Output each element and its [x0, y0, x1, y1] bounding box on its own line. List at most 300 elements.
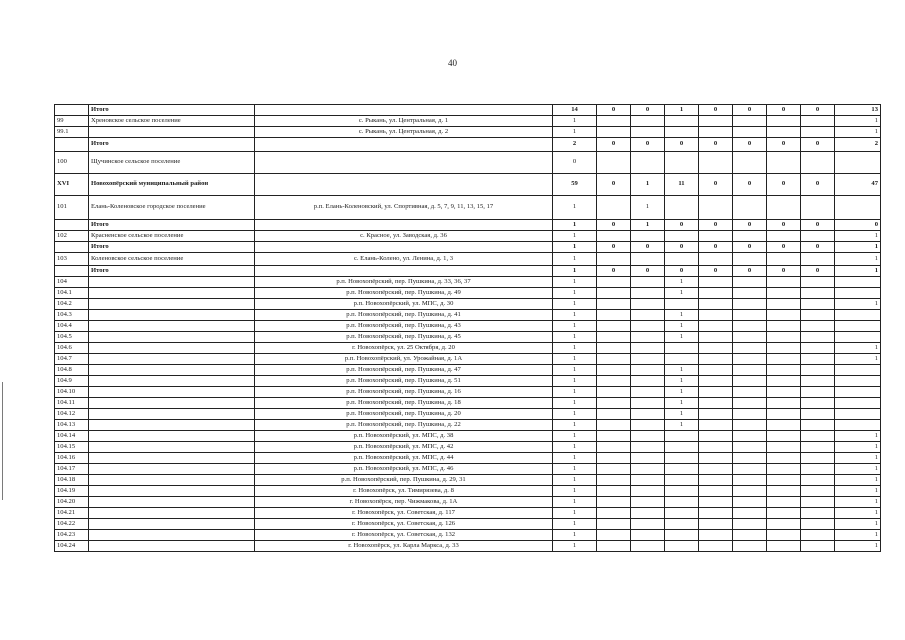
count-cell	[631, 152, 665, 174]
address-cell: с. Красное, ул. Заводская, д. 36	[255, 231, 553, 242]
address-cell: р.п. Новохопёрский, ул. МПС, д. 38	[255, 431, 553, 442]
count-cell	[767, 541, 801, 552]
count-cell	[665, 196, 699, 220]
count-cell	[801, 277, 835, 288]
settlement-name-cell	[89, 354, 255, 365]
count-cell: 1	[835, 354, 881, 365]
count-cell: 1	[665, 365, 699, 376]
row-number-cell: 104	[55, 277, 89, 288]
count-cell	[767, 196, 801, 220]
count-cell	[665, 116, 699, 127]
count-cell: 0	[767, 266, 801, 277]
count-cell: 0	[699, 220, 733, 231]
count-cell	[733, 231, 767, 242]
count-cell	[767, 376, 801, 387]
count-cell	[835, 152, 881, 174]
settlement-name-cell	[89, 475, 255, 486]
count-cell	[597, 253, 631, 266]
count-cell	[835, 310, 881, 321]
count-cell	[801, 152, 835, 174]
settlement-name-cell	[89, 409, 255, 420]
table-row	[55, 343, 881, 354]
count-cell: 0	[733, 220, 767, 231]
count-cell: 1	[835, 431, 881, 442]
table-row	[55, 508, 881, 519]
settlement-name-cell	[89, 431, 255, 442]
settlement-name-cell	[89, 127, 255, 138]
count-cell	[699, 253, 733, 266]
count-cell: 1	[553, 220, 597, 231]
count-cell	[631, 299, 665, 310]
count-cell	[801, 365, 835, 376]
count-cell	[801, 442, 835, 453]
count-cell: 0	[733, 242, 767, 253]
address-cell: р.п. Новохопёрский, ул. Урожайная, д. 1А	[255, 354, 553, 365]
count-cell: 11	[665, 174, 699, 196]
count-cell: 1	[835, 486, 881, 497]
address-cell: с. Елань-Колено, ул. Ленина, д. 1, 3	[255, 253, 553, 266]
count-cell	[631, 332, 665, 343]
count-cell	[699, 530, 733, 541]
row-number-cell: 104.14	[55, 431, 89, 442]
count-cell	[767, 497, 801, 508]
count-cell: 0	[699, 105, 733, 116]
address-cell: р.п. Новохопёрский, пер. Пушкина, д. 20	[255, 409, 553, 420]
count-cell	[767, 409, 801, 420]
count-cell	[597, 464, 631, 475]
count-cell	[597, 409, 631, 420]
count-cell	[733, 310, 767, 321]
count-cell	[699, 332, 733, 343]
count-cell	[631, 387, 665, 398]
count-cell	[699, 420, 733, 431]
count-cell: 1	[835, 231, 881, 242]
count-cell: 0	[767, 105, 801, 116]
count-cell	[767, 486, 801, 497]
count-cell	[767, 253, 801, 266]
count-cell	[835, 365, 881, 376]
count-cell: 0	[597, 138, 631, 152]
count-cell	[597, 196, 631, 220]
count-cell: 0	[631, 105, 665, 116]
count-cell	[801, 343, 835, 354]
count-cell	[597, 231, 631, 242]
count-cell	[597, 310, 631, 321]
row-number-cell: 104.23	[55, 530, 89, 541]
count-cell: 1	[553, 321, 597, 332]
address-cell: р.п. Новохопёрский, пер. Пушкина, д. 16	[255, 387, 553, 398]
count-cell	[665, 508, 699, 519]
count-cell: 0	[801, 242, 835, 253]
count-cell	[597, 398, 631, 409]
count-cell	[835, 387, 881, 398]
row-number-cell: 104.5	[55, 332, 89, 343]
count-cell	[767, 332, 801, 343]
address-cell	[255, 105, 553, 116]
count-cell	[733, 299, 767, 310]
address-cell: р.п. Новохопёрский, пер. Пушкина, д. 47	[255, 365, 553, 376]
count-cell: 1	[553, 497, 597, 508]
settlement-name-cell: Итого	[89, 242, 255, 253]
count-cell: 1	[835, 453, 881, 464]
count-cell	[665, 497, 699, 508]
address-cell: р.п. Новохопёрский, пер. Пушкина, д. 49	[255, 288, 553, 299]
count-cell	[699, 365, 733, 376]
count-cell: 1	[665, 409, 699, 420]
row-number-cell: 104.9	[55, 376, 89, 387]
row-number-cell: 104.7	[55, 354, 89, 365]
count-cell	[733, 277, 767, 288]
count-cell	[733, 288, 767, 299]
count-cell	[767, 442, 801, 453]
count-cell: 1	[835, 116, 881, 127]
count-cell	[733, 343, 767, 354]
address-cell: р.п. Новохопёрский, пер. Пушкина, д. 29, 31	[255, 475, 553, 486]
count-cell	[631, 508, 665, 519]
count-cell	[699, 277, 733, 288]
row-number-cell: 104.2	[55, 299, 89, 310]
address-cell: г. Новохопёрск, ул. Советская, д. 132	[255, 530, 553, 541]
count-cell	[597, 299, 631, 310]
count-cell	[597, 387, 631, 398]
count-cell	[665, 464, 699, 475]
total-row	[55, 220, 881, 231]
count-cell	[631, 376, 665, 387]
count-cell: 0	[699, 174, 733, 196]
count-cell: 1	[553, 453, 597, 464]
count-cell	[767, 277, 801, 288]
count-cell	[665, 354, 699, 365]
count-cell: 0	[699, 266, 733, 277]
count-cell: 0	[665, 242, 699, 253]
count-cell	[801, 332, 835, 343]
count-cell: 1	[553, 266, 597, 277]
count-cell: 1	[553, 253, 597, 266]
count-cell: 1	[835, 541, 881, 552]
table-row	[55, 541, 881, 552]
address-cell: г. Новохопёрск, ул. 25 Октября, д. 20	[255, 343, 553, 354]
count-cell	[801, 420, 835, 431]
count-cell	[631, 231, 665, 242]
count-cell: 1	[835, 127, 881, 138]
count-cell: 0	[631, 266, 665, 277]
count-cell: 0	[767, 138, 801, 152]
settlement-name-cell: Елань-Коленовское городское поселение	[89, 196, 255, 220]
row-number-cell: 103	[55, 253, 89, 266]
count-cell: 1	[553, 442, 597, 453]
settlement-name-cell	[89, 464, 255, 475]
settlement-name-cell	[89, 420, 255, 431]
count-cell	[699, 497, 733, 508]
count-cell: 1	[665, 105, 699, 116]
count-cell	[631, 343, 665, 354]
count-cell	[801, 453, 835, 464]
count-cell: 1	[553, 420, 597, 431]
table-row	[55, 442, 881, 453]
count-cell	[733, 431, 767, 442]
count-cell	[733, 530, 767, 541]
row-number-cell: XVI	[55, 174, 89, 196]
settlement-name-cell	[89, 332, 255, 343]
count-cell	[699, 486, 733, 497]
table-row	[55, 530, 881, 541]
settlement-name-cell: Итого	[89, 105, 255, 116]
address-cell	[255, 138, 553, 152]
count-cell	[699, 321, 733, 332]
count-cell	[801, 519, 835, 530]
total-row	[55, 105, 881, 116]
table-row	[55, 398, 881, 409]
row-number-cell: 104.12	[55, 409, 89, 420]
count-cell	[767, 475, 801, 486]
count-cell	[767, 519, 801, 530]
count-cell	[631, 541, 665, 552]
settlement-name-cell: Коленовское сельское поселение	[89, 253, 255, 266]
count-cell	[631, 277, 665, 288]
count-cell	[733, 420, 767, 431]
settlement-name-cell	[89, 508, 255, 519]
count-cell	[801, 376, 835, 387]
count-cell	[801, 464, 835, 475]
count-cell: 0	[733, 105, 767, 116]
count-cell: 0	[553, 152, 597, 174]
count-cell: 1	[835, 343, 881, 354]
count-cell: 0	[767, 220, 801, 231]
count-cell	[733, 196, 767, 220]
address-cell: р.п. Новохопёрский, ул. МПС, д. 42	[255, 442, 553, 453]
count-cell	[733, 376, 767, 387]
row-number-cell: 104.11	[55, 398, 89, 409]
count-cell: 1	[553, 299, 597, 310]
table-row	[55, 277, 881, 288]
count-cell	[631, 453, 665, 464]
scan-edge-mark	[2, 382, 3, 500]
count-cell	[733, 365, 767, 376]
count-cell: 1	[835, 497, 881, 508]
count-cell: 1	[631, 220, 665, 231]
count-cell	[767, 127, 801, 138]
count-cell	[597, 453, 631, 464]
row-number-cell: 104.8	[55, 365, 89, 376]
count-cell	[733, 453, 767, 464]
count-cell	[699, 464, 733, 475]
count-cell: 1	[553, 409, 597, 420]
count-cell	[597, 442, 631, 453]
settlement-name-cell	[89, 486, 255, 497]
count-cell	[767, 288, 801, 299]
count-cell: 1	[665, 398, 699, 409]
count-cell	[597, 152, 631, 174]
count-cell: 14	[553, 105, 597, 116]
count-cell: 1	[835, 253, 881, 266]
count-cell: 0	[801, 174, 835, 196]
count-cell	[631, 288, 665, 299]
total-row	[55, 138, 881, 152]
count-cell	[631, 475, 665, 486]
count-cell: 1	[835, 530, 881, 541]
count-cell	[733, 464, 767, 475]
settlement-name-cell	[89, 541, 255, 552]
table-row	[55, 321, 881, 332]
count-cell	[801, 541, 835, 552]
row-number-cell	[55, 266, 89, 277]
count-cell	[801, 387, 835, 398]
count-cell	[733, 398, 767, 409]
count-cell	[597, 277, 631, 288]
count-cell	[597, 475, 631, 486]
count-cell	[631, 486, 665, 497]
count-cell: 0	[597, 174, 631, 196]
count-cell	[665, 530, 699, 541]
count-cell	[801, 530, 835, 541]
count-cell	[733, 475, 767, 486]
count-cell: 1	[665, 310, 699, 321]
settlement-name-cell	[89, 365, 255, 376]
settlement-name-cell: Итого	[89, 220, 255, 231]
count-cell	[835, 288, 881, 299]
table-row	[55, 332, 881, 343]
row-number-cell: 102	[55, 231, 89, 242]
count-cell	[801, 299, 835, 310]
row-number-cell: 100	[55, 152, 89, 174]
count-cell	[801, 288, 835, 299]
count-cell: 1	[835, 299, 881, 310]
count-cell	[801, 497, 835, 508]
count-cell	[631, 409, 665, 420]
count-cell	[733, 387, 767, 398]
count-cell: 2	[835, 138, 881, 152]
table-row	[55, 519, 881, 530]
count-cell	[699, 116, 733, 127]
row-number-cell: 104.19	[55, 486, 89, 497]
table-row	[55, 486, 881, 497]
row-number-cell: 104.18	[55, 475, 89, 486]
count-cell	[699, 354, 733, 365]
table-row	[55, 453, 881, 464]
count-cell	[597, 321, 631, 332]
address-cell: р.п. Новохопёрский, ул. МПС, д. 46	[255, 464, 553, 475]
count-cell	[665, 541, 699, 552]
count-cell	[801, 310, 835, 321]
row-number-cell: 104.20	[55, 497, 89, 508]
address-cell: р.п. Новохопёрский, пер. Пушкина, д. 33, 36, 37	[255, 277, 553, 288]
settlement-name-cell	[89, 519, 255, 530]
address-cell: р.п. Елань-Коленовский, ул. Спортивная, д. 5, 7, 9, 11, 13, 15, 17	[255, 196, 553, 220]
count-cell	[733, 519, 767, 530]
count-cell	[767, 453, 801, 464]
count-cell	[597, 343, 631, 354]
settlement-name-cell	[89, 530, 255, 541]
count-cell: 1	[665, 387, 699, 398]
count-cell	[665, 152, 699, 174]
row-number-cell	[55, 242, 89, 253]
total-row	[55, 266, 881, 277]
row-number-cell	[55, 138, 89, 152]
address-cell: р.п. Новохопёрский, пер. Пушкина, д. 43	[255, 321, 553, 332]
count-cell	[835, 277, 881, 288]
count-cell: 1	[553, 354, 597, 365]
count-cell	[665, 519, 699, 530]
count-cell	[597, 530, 631, 541]
count-cell	[631, 530, 665, 541]
count-cell	[631, 497, 665, 508]
count-cell	[699, 196, 733, 220]
count-cell	[699, 508, 733, 519]
address-cell: г. Новохопёрск, ул. Тимирязева, д. 8	[255, 486, 553, 497]
count-cell: 0	[733, 138, 767, 152]
settlement-name-cell: Новохопёрский муниципальный район	[89, 174, 255, 196]
row-number-cell: 101	[55, 196, 89, 220]
count-cell	[801, 231, 835, 242]
count-cell: 1	[553, 288, 597, 299]
settlement-name-cell	[89, 277, 255, 288]
row-number-cell: 104.17	[55, 464, 89, 475]
count-cell: 1	[553, 116, 597, 127]
count-cell	[767, 354, 801, 365]
row-number-cell: 104.16	[55, 453, 89, 464]
count-cell: 0	[801, 220, 835, 231]
address-cell: с. Рыкань, ул. Центральная, д. 1	[255, 116, 553, 127]
count-cell	[733, 253, 767, 266]
count-cell	[801, 475, 835, 486]
count-cell	[631, 310, 665, 321]
settlement-name-cell: Красненское сельское поселение	[89, 231, 255, 242]
count-cell	[597, 288, 631, 299]
row-number-cell: 104.4	[55, 321, 89, 332]
address-cell: р.п. Новохопёрский, пер. Пушкина, д. 22	[255, 420, 553, 431]
table-row	[55, 475, 881, 486]
count-cell	[699, 288, 733, 299]
count-cell: 1	[665, 376, 699, 387]
count-cell	[767, 152, 801, 174]
count-cell	[733, 354, 767, 365]
count-cell: 1	[631, 174, 665, 196]
count-cell	[597, 431, 631, 442]
count-cell	[801, 409, 835, 420]
count-cell: 1	[553, 387, 597, 398]
count-cell	[631, 464, 665, 475]
count-cell: 1	[553, 508, 597, 519]
count-cell	[597, 508, 631, 519]
count-cell	[699, 310, 733, 321]
row-number-cell: 104.3	[55, 310, 89, 321]
count-cell	[767, 464, 801, 475]
count-cell	[801, 398, 835, 409]
count-cell	[767, 387, 801, 398]
count-cell	[767, 420, 801, 431]
count-cell	[665, 231, 699, 242]
count-cell	[801, 253, 835, 266]
count-cell: 1	[835, 242, 881, 253]
count-cell	[801, 321, 835, 332]
count-cell: 1	[553, 464, 597, 475]
count-cell	[631, 321, 665, 332]
count-cell: 0	[699, 138, 733, 152]
count-cell	[699, 442, 733, 453]
table-row	[55, 354, 881, 365]
address-cell: г. Новохопёрск, ул. Советская, д. 117	[255, 508, 553, 519]
total-row	[55, 242, 881, 253]
settlement-name-cell	[89, 376, 255, 387]
table-row	[55, 365, 881, 376]
count-cell	[801, 431, 835, 442]
count-cell	[767, 116, 801, 127]
count-cell	[801, 196, 835, 220]
count-cell	[665, 453, 699, 464]
count-cell	[699, 231, 733, 242]
count-cell: 1	[553, 519, 597, 530]
count-cell: 1	[665, 332, 699, 343]
